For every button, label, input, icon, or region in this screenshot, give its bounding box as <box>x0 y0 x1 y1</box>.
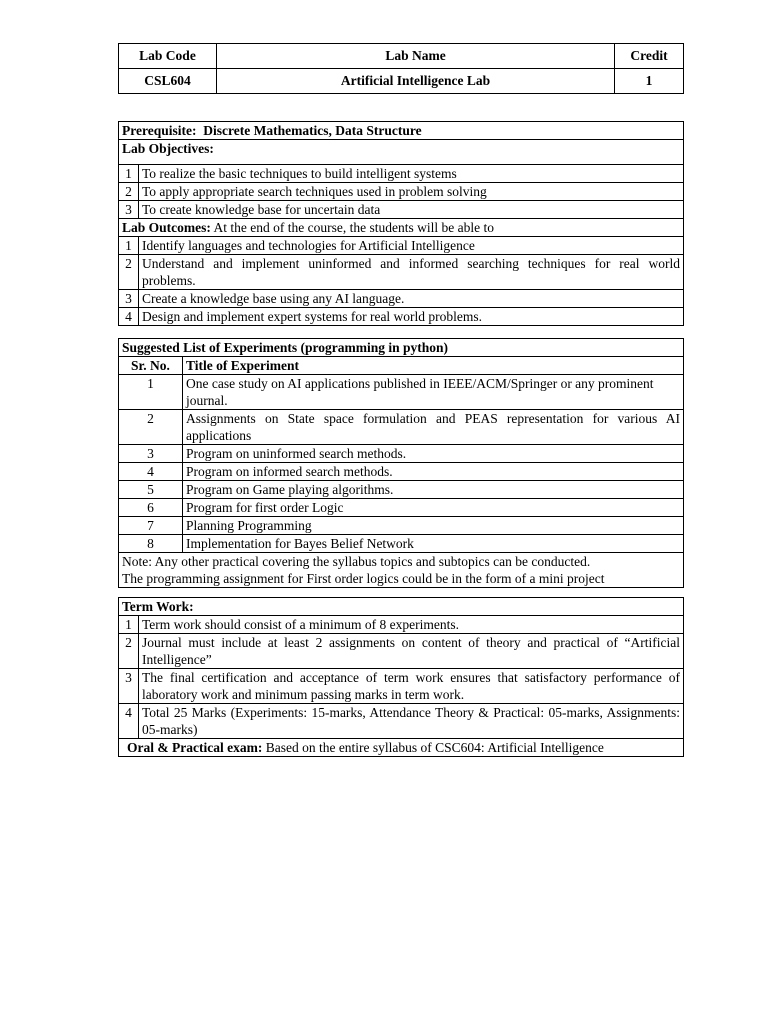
credit-value: 1 <box>615 69 684 94</box>
lab-code-value: CSL604 <box>119 69 217 94</box>
experiment-title: Program for first order Logic <box>183 499 684 517</box>
outcome-number: 3 <box>119 290 139 308</box>
outcome-row <box>119 237 684 255</box>
experiment-number: 2 <box>119 410 183 445</box>
objective-text: To realize the basic techniques to build intelligent systems <box>139 165 684 183</box>
experiment-row <box>119 445 684 463</box>
experiment-title: Program on informed search methods. <box>183 463 684 481</box>
objectives-table <box>118 121 684 326</box>
term-work-text: Total 25 Marks (Experiments: 15-marks, Attendance Theory & Practical: 05-marks, Assignments: 05-marks) <box>139 704 684 739</box>
objective-row <box>119 201 684 219</box>
sr-no-header: Sr. No. <box>119 357 183 375</box>
objective-number: 2 <box>119 183 139 201</box>
objective-row <box>119 183 684 201</box>
outcome-text: Design and implement expert systems for real world problems. <box>139 308 684 326</box>
experiment-title: One case study on AI applications published in IEEE/ACM/Springer or any prominent journal. <box>183 375 684 410</box>
credit-header: Credit <box>615 44 684 69</box>
lab-code-header: Lab Code <box>119 44 217 69</box>
term-work-table <box>118 597 684 757</box>
term-work-row <box>119 616 684 634</box>
experiment-title-header: Title of Experiment <box>183 357 684 375</box>
experiment-number: 7 <box>119 517 183 535</box>
experiment-number: 5 <box>119 481 183 499</box>
term-work-row <box>119 704 684 739</box>
oral-exam-label: Oral & Practical exam: <box>127 740 263 755</box>
term-work-text: The final certification and acceptance of term work ensures that satisfactory performance of laboratory work and minimum passing marks in term work. <box>139 669 684 704</box>
experiment-title: Planning Programming <box>183 517 684 535</box>
experiment-number: 4 <box>119 463 183 481</box>
objective-text: To apply appropriate search techniques used in problem solving <box>139 183 684 201</box>
objective-row <box>119 165 684 183</box>
term-work-number: 4 <box>119 704 139 739</box>
oral-exam-row <box>119 739 684 757</box>
experiment-number: 8 <box>119 535 183 553</box>
outcome-row <box>119 290 684 308</box>
term-work-text: Term work should consist of a minimum of 8 experiments. <box>139 616 684 634</box>
objectives-label: Lab Objectives: <box>119 140 684 165</box>
outcome-number: 1 <box>119 237 139 255</box>
experiment-row <box>119 535 684 553</box>
note-line-1: Note: Any other practical covering the syllabus topics and subtopics can be conducted. <box>122 554 591 569</box>
objective-text: To create knowledge base for uncertain data <box>139 201 684 219</box>
experiment-number: 1 <box>119 375 183 410</box>
experiment-row <box>119 499 684 517</box>
outcomes-row <box>119 219 684 237</box>
objective-number: 1 <box>119 165 139 183</box>
term-work-row <box>119 634 684 669</box>
outcome-text: Create a knowledge base using any AI language. <box>139 290 684 308</box>
note-line-2: The programming assignment for First order logics could be in the form of a mini project <box>122 571 605 586</box>
experiment-row <box>119 463 684 481</box>
outcome-number: 4 <box>119 308 139 326</box>
term-work-number: 3 <box>119 669 139 704</box>
outcomes-label: Lab Outcomes: <box>122 220 211 235</box>
lab-info-table <box>118 43 684 94</box>
lab-name-value: Artificial Intelligence Lab <box>217 69 615 94</box>
outcome-row <box>119 255 684 290</box>
term-work-row <box>119 669 684 704</box>
prerequisite-label: Prerequisite: <box>122 123 197 138</box>
experiment-title: Program on uninformed search methods. <box>183 445 684 463</box>
lab-name-header: Lab Name <box>217 44 615 69</box>
term-work-number: 1 <box>119 616 139 634</box>
objective-number: 3 <box>119 201 139 219</box>
oral-exam-text: Based on the entire syllabus of CSC604: Artificial Intelligence <box>265 740 604 755</box>
experiment-row <box>119 481 684 499</box>
term-work-title: Term Work: <box>119 598 684 616</box>
outcome-text: Understand and implement uninformed and informed searching techniques for real world problems. <box>139 255 684 290</box>
prerequisite-row <box>119 122 684 140</box>
experiment-title: Assignments on State space formulation and PEAS representation for various AI applications <box>183 410 684 445</box>
term-work-text: Journal must include at least 2 assignments on content of theory and practical of “Artificial Intelligence” <box>139 634 684 669</box>
experiment-number: 6 <box>119 499 183 517</box>
experiment-title: Implementation for Bayes Belief Network <box>183 535 684 553</box>
experiment-number: 3 <box>119 445 183 463</box>
experiments-table <box>118 338 684 588</box>
prerequisite-value: Discrete Mathematics, Data Structure <box>203 123 422 138</box>
experiment-row <box>119 375 684 410</box>
outcome-number: 2 <box>119 255 139 290</box>
outcomes-intro: At the end of the course, the students will be able to <box>213 220 494 235</box>
experiment-row <box>119 410 684 445</box>
outcome-row <box>119 308 684 326</box>
experiment-title: Program on Game playing algorithms. <box>183 481 684 499</box>
experiments-title: Suggested List of Experiments (programming in python) <box>119 339 684 357</box>
term-work-number: 2 <box>119 634 139 669</box>
experiments-note <box>119 553 684 588</box>
outcome-text: Identify languages and technologies for Artificial Intelligence <box>139 237 684 255</box>
experiment-row <box>119 517 684 535</box>
